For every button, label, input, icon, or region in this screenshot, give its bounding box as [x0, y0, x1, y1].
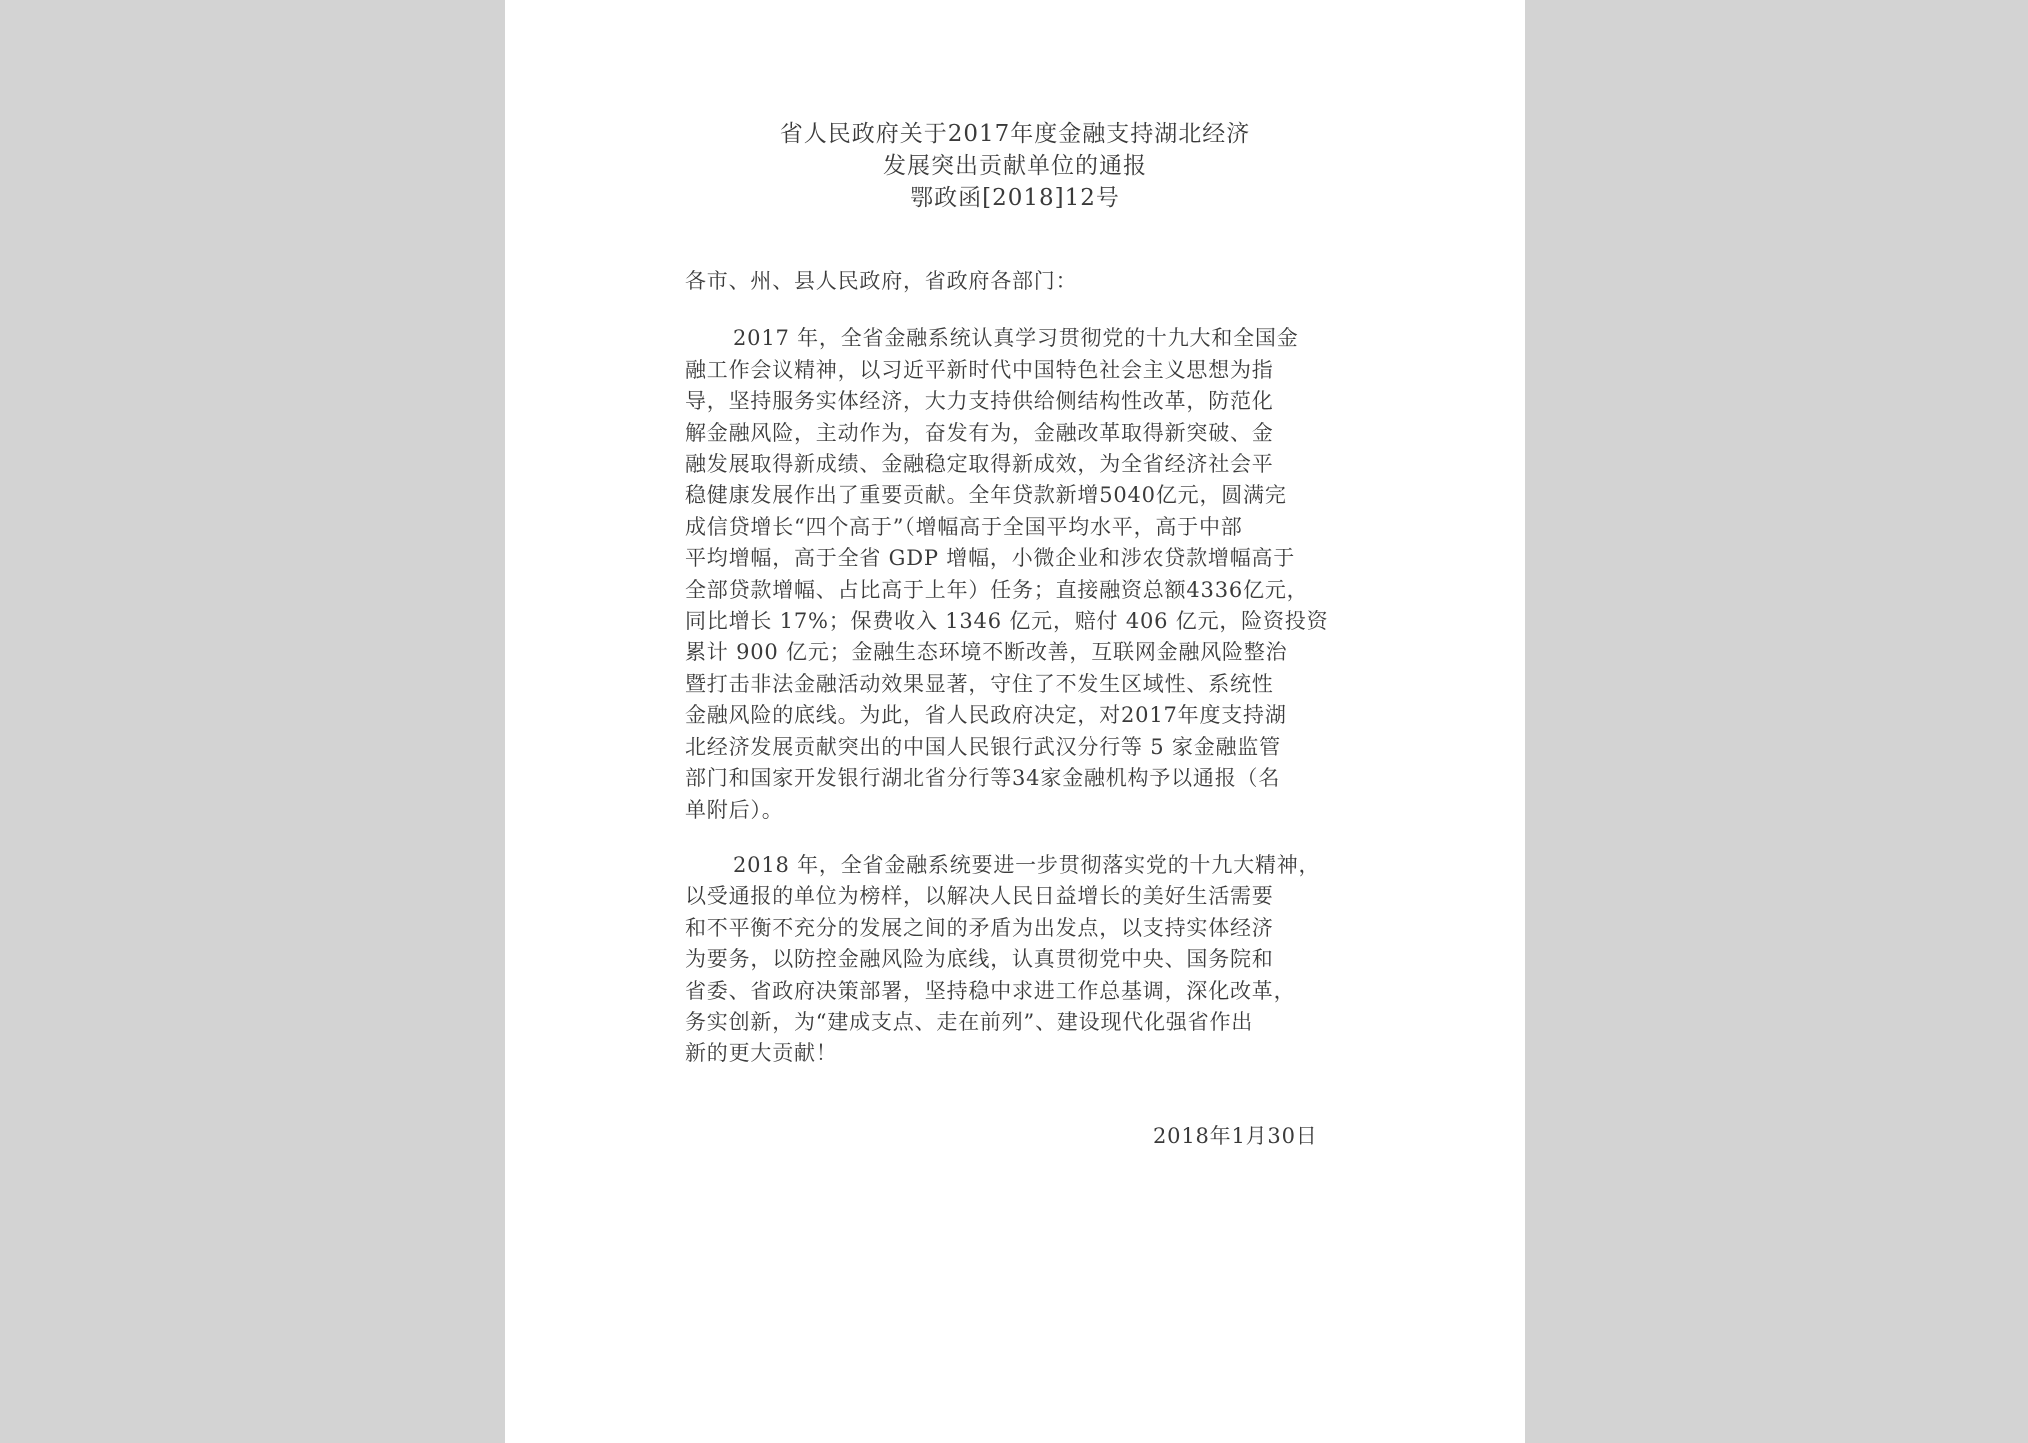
- document-date: 2018年1月30日: [1153, 1124, 1318, 1148]
- paragraph-line: 暨打击非法金融活动效果显著，守住了不发生区域性、系统性: [685, 671, 1274, 696]
- paragraph-line: 以受通报的单位为榜样，以解决人民日益增长的美好生活需要: [685, 884, 1274, 909]
- paragraph-line: 平均增幅，高于全省 GDP 增幅，小微企业和涉农贷款增幅高于: [685, 546, 1296, 571]
- document-body: [685, 266, 1355, 1094]
- paragraph-2: [685, 850, 1355, 1070]
- paragraph-line: 和不平衡不充分的发展之间的矛盾为出发点，以支持实体经济: [685, 915, 1274, 940]
- salutation: 各市、州、县人民政府，省政府各部门：: [685, 269, 1078, 293]
- paragraph-line: 融发展取得新成绩、金融稳定取得新成效，为全省经济社会平: [685, 452, 1274, 477]
- paragraph-line: 2017 年，全省金融系统认真学习贯彻党的十九大和全国金: [733, 326, 1299, 351]
- paragraph-line: 累计 900 亿元；金融生态环境不断改善，互联网金融风险整治: [685, 640, 1288, 665]
- title-line-1: 省人民政府关于2017年度金融支持湖北经济: [779, 121, 1251, 147]
- document-page: [505, 0, 1525, 1443]
- paragraph-line: 金融风险的底线。为此，省人民政府决定，对2017年度支持湖: [685, 703, 1287, 728]
- paragraph-line: 融工作会议精神，以习近平新时代中国特色社会主义思想为指: [685, 357, 1274, 382]
- paragraph-1: [685, 323, 1355, 826]
- paragraph-line: 省委、省政府决策部署，坚持稳中求进工作总基调，深化改革，: [685, 978, 1296, 1003]
- paragraph-line: 务实创新，为“建成支点、走在前列”、建设现代化强省作出: [685, 1009, 1254, 1034]
- paragraph-line: 同比增长 17%；保费收入 1346 亿元，赔付 406 亿元，险资投资: [685, 609, 1329, 634]
- paragraph-line: 新的更大贡献！: [685, 1041, 838, 1066]
- paragraph-line: 成信贷增长“四个高于”（增幅高于全国平均水平，高于中部: [685, 514, 1243, 539]
- paragraph-line: 北经济发展贡献突出的中国人民银行武汉分行等 5 家金融监管: [685, 734, 1281, 759]
- paragraph-line: 全部贷款增幅、占比高于上年）任务；直接融资总额4336亿元，: [685, 577, 1309, 602]
- document-header: [505, 118, 1525, 214]
- paragraph-line: 为要务，以防控金融风险为底线，认真贯彻党中央、国务院和: [685, 947, 1274, 972]
- title-line-2: 发展突出贡献单位的通报: [883, 153, 1147, 179]
- paragraph-line: 稳健康发展作出了重要贡献。全年贷款新增5040亿元，圆满完: [685, 483, 1287, 508]
- paragraph-line: 导，坚持服务实体经济，大力支持供给侧结构性改革，防范化: [685, 389, 1274, 414]
- paragraph-line: 单附后）。: [685, 797, 784, 822]
- paragraph-line: 部门和国家开发银行湖北省分行等34家金融机构予以通报（名: [685, 766, 1281, 791]
- paragraph-line: 解金融风险，主动作为，奋发有为，金融改革取得新突破、金: [685, 420, 1274, 445]
- paragraph-line: 2018 年，全省金融系统要进一步贯彻落实党的十九大精神，: [733, 852, 1321, 877]
- document-number: 鄂政函[2018]12号: [910, 185, 1120, 211]
